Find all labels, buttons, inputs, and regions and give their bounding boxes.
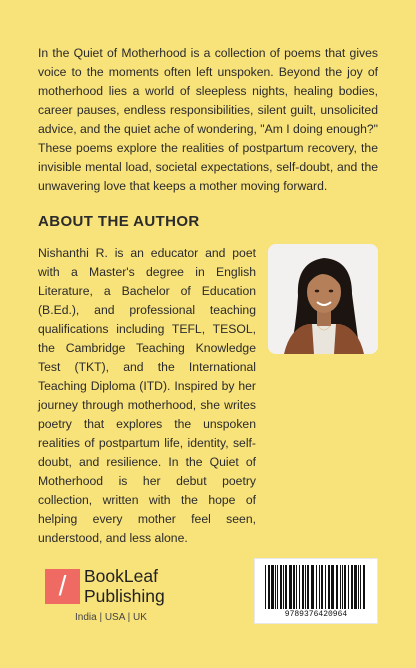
publisher-regions: India | USA | UK (75, 612, 147, 623)
barcode-icon (265, 565, 367, 609)
bookleaf-mark-icon: / (45, 569, 80, 604)
author-photo (268, 244, 378, 354)
book-blurb: In the Quiet of Motherhood is a collection of poems that gives voice to the moments often left unspoken. Beyond the joy of motherhood lies a world of sleepless nights, healing bodies, career pauses, endless responsibilities, silent guilt, unsolicited advice, and the quiet ache of wondering, "Am I doing enough?" These poems explore the realities of postpartum recovery, the invisible mental load, societal expectations, self-doubt, and the unwavering love that keeps a mother moving forward. (38, 46, 378, 193)
publisher-name-line2: Publishing (84, 586, 165, 606)
publisher-name-line1: BookLeaf (84, 566, 158, 586)
isbn-barcode (254, 558, 378, 624)
author-bio: Nishanthi R. is an educator and poet with a Master's degree in English Literature, a Bachelor of Education (B.Ed.), and professional teaching qualifications including TEFL, TESOL, the Cambridge Teaching Knowledge Test (TKT), and the International Teaching Diploma (ITD). Inspired by her journey through motherhood, she writes poetry that explores the unspoken realities of postpartum life, identity, self-doubt, and resilience. In the Quiet of Motherhood is her debut poetry collection, written with the hope of helping every mother feel seen, understood, and less alone. (38, 246, 256, 545)
about-author-heading: ABOUT THE AUTHOR (38, 213, 200, 230)
isbn-number: 9789376420964 (284, 610, 348, 619)
